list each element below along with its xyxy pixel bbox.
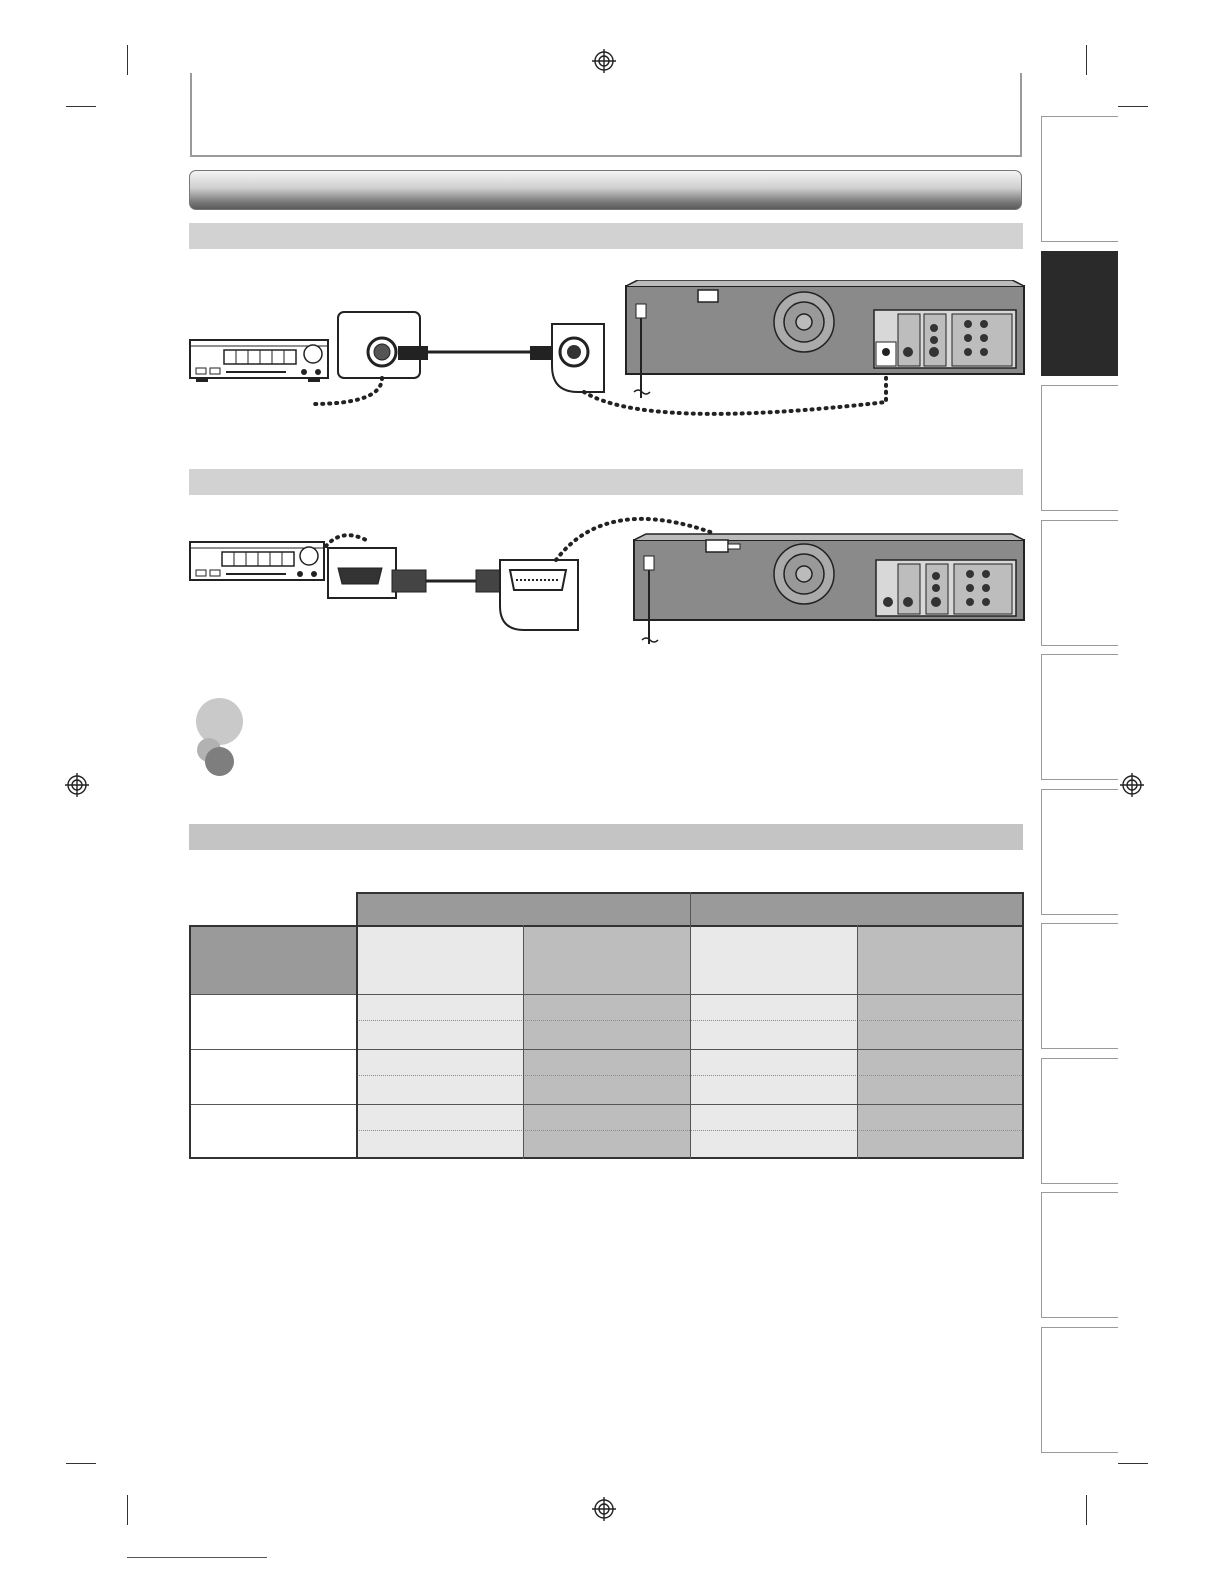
footer-rule <box>127 1557 267 1558</box>
table-border <box>356 892 358 1159</box>
side-tab[interactable] <box>1041 1058 1118 1184</box>
side-tab[interactable] <box>1041 789 1118 915</box>
side-tab[interactable] <box>1041 1327 1118 1453</box>
note-bubble-icon <box>205 747 234 776</box>
table-border <box>189 1104 1024 1105</box>
audio-output-table <box>189 892 1024 1159</box>
table-cell <box>356 1049 523 1104</box>
crop-mark <box>66 1463 96 1464</box>
section-title-bar <box>189 170 1022 210</box>
registration-mark-icon <box>592 49 616 73</box>
side-tab[interactable] <box>1041 520 1118 646</box>
av-receiver-icon <box>190 542 324 580</box>
table-border <box>1022 892 1024 1159</box>
table-border <box>189 1049 1024 1050</box>
subsection-bar-3 <box>189 824 1023 850</box>
recorder-rear-panel-icon <box>634 534 1024 644</box>
table-cell <box>356 1104 523 1159</box>
side-tab-active[interactable] <box>1041 251 1118 376</box>
crop-mark <box>1086 45 1087 75</box>
table-cell <box>523 1104 690 1159</box>
table-column-header <box>523 925 690 994</box>
side-tab[interactable] <box>1041 385 1118 511</box>
table-cell <box>690 1049 857 1104</box>
header-note-box <box>190 73 1022 157</box>
table-border <box>857 925 858 1159</box>
note-bubble-icon <box>196 698 243 745</box>
hdmi-connection-diagram <box>186 504 1028 654</box>
table-row-label <box>189 1049 356 1104</box>
table-cell <box>523 994 690 1049</box>
table-column-header <box>857 925 1024 994</box>
table-cell <box>690 994 857 1049</box>
crop-mark <box>1086 1495 1087 1525</box>
table-cell <box>857 994 1024 1049</box>
table-border <box>189 925 1024 927</box>
table-row-label <box>189 994 356 1049</box>
crop-mark <box>66 106 96 107</box>
table-row-header <box>189 925 356 994</box>
coaxial-connection-diagram <box>186 280 1028 430</box>
table-border <box>189 994 1024 995</box>
table-cell <box>523 1049 690 1104</box>
registration-mark-icon <box>592 1497 616 1521</box>
side-tab[interactable] <box>1041 116 1118 242</box>
side-tab[interactable] <box>1041 923 1118 1049</box>
table-group-header <box>356 892 690 925</box>
table-border <box>523 925 524 1159</box>
subsection-bar-1 <box>189 223 1023 249</box>
table-cell <box>356 994 523 1049</box>
table-cell <box>857 1104 1024 1159</box>
table-border <box>189 1157 1024 1159</box>
registration-mark-icon <box>65 773 89 797</box>
table-border <box>189 925 191 1159</box>
registration-mark-icon <box>1120 773 1144 797</box>
table-cell <box>857 1049 1024 1104</box>
table-column-header <box>690 925 857 994</box>
table-cell <box>690 1104 857 1159</box>
table-column-header <box>356 925 523 994</box>
crop-mark <box>127 1495 128 1525</box>
crop-mark <box>127 45 128 75</box>
table-border <box>690 892 691 1159</box>
crop-mark <box>1118 106 1148 107</box>
side-tab[interactable] <box>1041 654 1118 780</box>
av-receiver-icon <box>190 340 328 382</box>
side-tab[interactable] <box>1041 1192 1118 1318</box>
table-group-header <box>690 892 1024 925</box>
crop-mark <box>1118 1463 1148 1464</box>
table-row-label <box>189 1104 356 1159</box>
subsection-bar-2 <box>189 469 1023 495</box>
recorder-rear-panel-icon <box>626 280 1024 398</box>
